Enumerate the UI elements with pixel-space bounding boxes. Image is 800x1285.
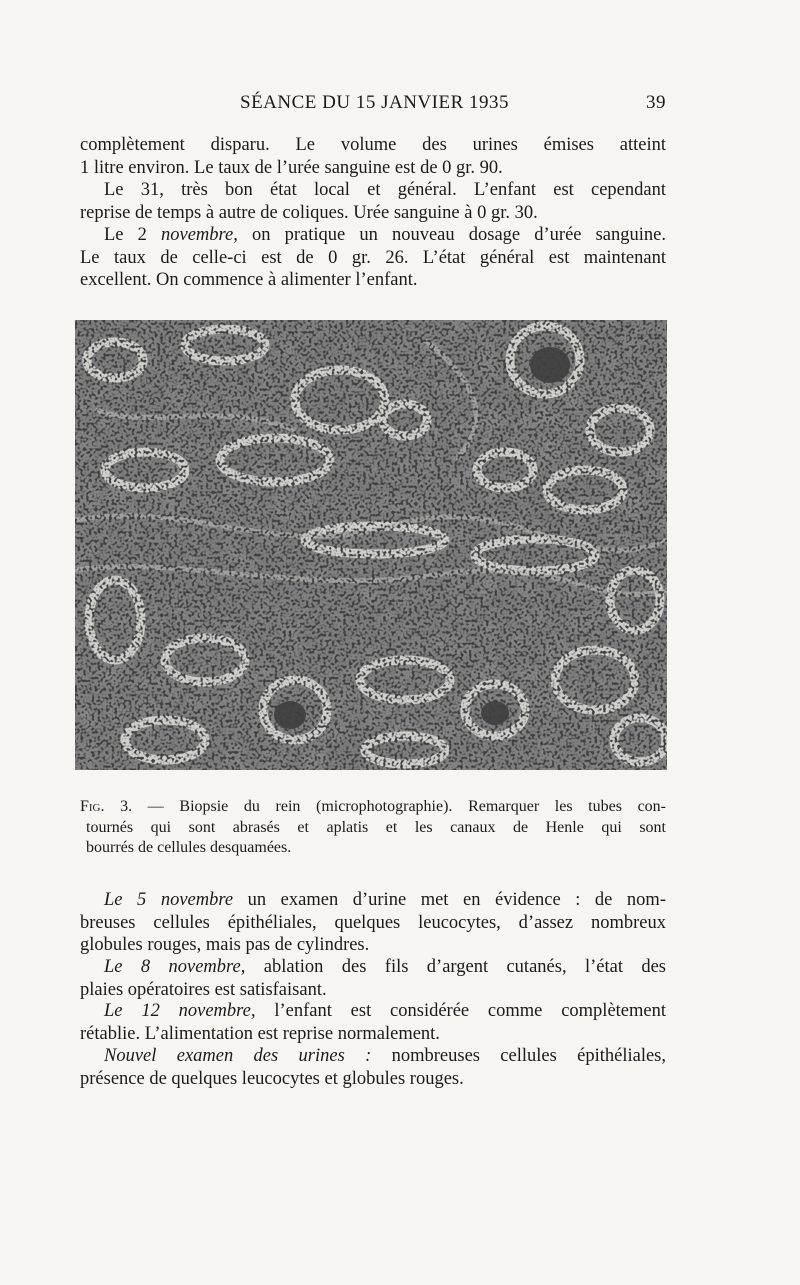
kidney-biopsy-micrograph xyxy=(75,320,667,770)
paragraph-nov-5 xyxy=(80,889,666,957)
text-line: Le 2 novembre, on pratique un nouveau dosage d’urée sanguine. xyxy=(104,225,666,245)
caption-line: Fig. 3. — Biopsie du rein (microphotographie). Remarquer les tubes con- xyxy=(80,798,666,815)
text-line: breuses cellules épithéliales, quelques leucocytes, d’assez nombreux xyxy=(80,912,666,933)
running-title: SÉANCE DU 15 JANVIER 1935 xyxy=(240,92,509,113)
figure-label: Fig. 3. xyxy=(80,798,133,815)
text-line: Le 8 novembre, ablation des fils d’argent cutanés, l’état des xyxy=(104,957,666,977)
figure-caption xyxy=(80,797,666,859)
text-line: reprise de temps à autre de coliques. Urée sanguine à 0 gr. 30. xyxy=(80,202,538,223)
date-italic: Le 5 novembre xyxy=(104,890,234,910)
paragraph-new-exam xyxy=(80,1045,666,1090)
page-number: 39 xyxy=(646,92,666,113)
caption-line: tournés qui sont abrasés et aplatis et les canaux de Henle qui sont xyxy=(86,818,666,836)
date-italic: novembre, xyxy=(161,225,238,245)
text-line: globules rouges, mais pas de cylindres. xyxy=(80,935,370,955)
text-line: Le 31, très bon état local et général. L’enfant est cependant xyxy=(104,180,666,200)
paragraph-oct-31 xyxy=(80,179,666,224)
text-line: 1 litre environ. Le taux de l’urée sanguine est de 0 gr. 90. xyxy=(80,157,503,178)
heading-italic: Nouvel examen des urines : xyxy=(104,1046,372,1066)
text-line: excellent. On commence à alimenter l’enfant. xyxy=(80,270,418,290)
text-line: Le taux de celle-ci est de 0 gr. 26. L’état général est maintenant xyxy=(80,247,666,268)
text-line: complètement disparu. Le volume des urines émises atteint xyxy=(80,135,666,155)
text-line: Le 5 novembre un examen d’urine met en évidence : de nom- xyxy=(104,890,666,910)
date-italic: Le 8 novembre, xyxy=(104,957,246,977)
paragraph-nov-2 xyxy=(80,224,666,292)
text-line: Nouvel examen des urines : nombreuses cellules épithéliales, xyxy=(104,1046,667,1066)
paragraph-oct-29 xyxy=(80,134,666,179)
micrograph-figure xyxy=(75,320,667,770)
date-italic: Le 12 novembre, xyxy=(104,1001,256,1021)
text-line: Le 12 novembre, l’enfant est considérée comme complètement xyxy=(104,1001,666,1021)
text-line: plaies opératoires est satisfaisant. xyxy=(80,979,327,1000)
text-line: présence de quelques leucocytes et globules rouges. xyxy=(80,1068,464,1089)
caption-line: bourrés de cellules desquamées. xyxy=(86,839,292,856)
paragraph-nov-8 xyxy=(80,956,666,1001)
paragraph-nov-12 xyxy=(80,1000,666,1045)
text-line: rétablie. L’alimentation est reprise normalement. xyxy=(80,1023,440,1044)
running-header xyxy=(80,92,666,116)
